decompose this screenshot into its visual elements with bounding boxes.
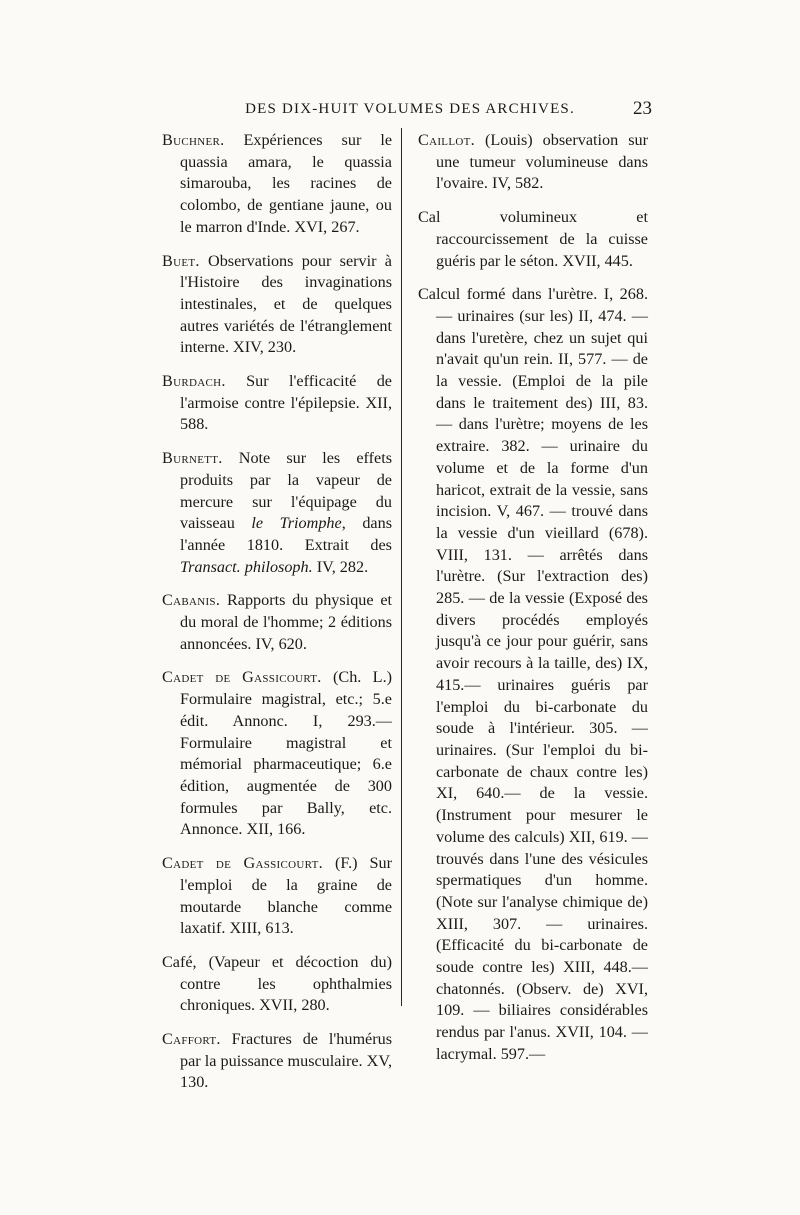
entry-text: Sur l'efficacité de l'armoise contre l'épilepsie. XII, 588. xyxy=(180,372,392,434)
entry-text: (F.) Sur l'emploi de la graine de moutarde blanche comme laxatif. XIII, 613. xyxy=(180,854,392,938)
index-entry xyxy=(162,251,392,360)
entry-text: Café, (Vapeur et décoction du) contre les ophthalmies chroniques. XVII, 280. xyxy=(162,952,392,1015)
column-divider xyxy=(401,128,402,1006)
journal-title: Transact. philosoph. xyxy=(180,557,313,576)
page-number: 23 xyxy=(633,98,652,119)
running-title: DES DIX-HUIT VOLUMES DES ARCHIVES. xyxy=(245,101,575,117)
index-entry xyxy=(162,1029,392,1094)
index-entry xyxy=(162,590,392,655)
entry-head: Buet. xyxy=(162,251,200,270)
entry-text: , dans l'année 1810. Extrait des xyxy=(180,514,392,554)
entry-text: Fractures de l'humérus par la puissance musculaire. XV, 130. xyxy=(180,1030,393,1092)
right-column xyxy=(418,130,648,1078)
entry-head: Caillot. xyxy=(418,131,475,149)
index-entry xyxy=(418,207,648,272)
left-column xyxy=(162,130,392,1106)
index-entry xyxy=(162,130,392,239)
entry-head: Burdach. xyxy=(162,372,226,391)
index-entry xyxy=(162,448,392,578)
entry-head: Cadet de Gassicourt. xyxy=(162,668,322,687)
entry-text: (Louis) observation sur une tumeur volumineuse dans l'ovaire. IV, 582. xyxy=(436,131,648,193)
entry-head: Burnett. xyxy=(162,449,223,468)
entry-text: Observations pour servir à l'Histoire des invaginations intestinales, et de quelques autres variétés de l'étranglement interne. XIV, 230. xyxy=(180,251,392,357)
index-entry xyxy=(162,952,392,1017)
entry-head: Caffort. xyxy=(162,1030,221,1049)
entry-head: Cabanis. xyxy=(162,591,221,610)
index-entry xyxy=(418,130,648,195)
index-entry xyxy=(162,853,392,940)
entry-text: Expériences sur le quassia amara, le quassia simarouba, les racines de colombo, de gentiane jaune, ou le marron d'Inde. XVI, 267. xyxy=(180,131,393,236)
entry-text: Cal volumineux et raccourcissement de la cuisse guéris par le séton. XVII, 445. xyxy=(418,208,648,270)
entry-text: Calcul formé dans l'urètre. I, 268. — urinaires (sur les) II, 474. — dans l'uretère, chez un sujet qui n'avait qu'un rein. II, 577. — de la vessie. (Emploi de la pile dans le traitement des) III, 83. — dans l'urètre; moyens de les extraire. 382. — urinaire du volume et de la forme d'un haricot, extrait de la vessie, sans incision. V, 467. — trouvé dans la vessie d'un vieillard (678). VIII, 131. — arrêtés dans l'urètre. (Sur l'extraction des) 285. — de la vessie (Exposé des divers procédés employés jusqu'à ce jour pour guérir, sans avoir recours à la taille, des) IX, 415.— urinaires guéris par l'emploi du bi-carbonate du soude à l'intérieur. 305. — urinaires. (Sur l'emploi du bi-carbonate de chaux contre les) XI, 640.— de la vessie. (Instrument pour mesurer le volume des calculs) XII, 619. — trouvés dans l'une des vésicules spermatiques d'un homme. (Note sur l'analyse chimique de) XIII, 307. — urinaires. (Efficacité du bi-carbonate de soude contre les) XIII, 448.—chatonnés. (Observ. de) XVI, 109. — biliaires considérables rendus par l'anus. XVII, 104. — lacrymal. 597.— xyxy=(418,285,648,1063)
index-entry xyxy=(162,667,392,841)
entry-text: IV, 282. xyxy=(312,557,369,576)
index-entry xyxy=(162,371,392,436)
entry-text: Rapports du physique et du moral de l'homme; 2 éditions annoncées. IV, 620. xyxy=(180,591,393,653)
entry-head: Buchner. xyxy=(162,131,225,149)
index-entry xyxy=(418,284,648,1065)
entry-head: Cadet de Gassicourt. xyxy=(162,854,323,873)
entry-text: (Ch. L.) Formulaire magistral, etc.; 5.e édit. Annonc. I, 293.— Formulaire magistral et mémorial pharmaceutique; 6.e édition, augmentée de 300 formules par Bally, etc. Annonce. XII, 166. xyxy=(180,668,393,839)
ship-name: le Triomphe xyxy=(251,514,342,533)
entry-text: Note sur les effets produits par la vapeur de mercure sur l'équipage du vaisseau xyxy=(180,449,393,533)
